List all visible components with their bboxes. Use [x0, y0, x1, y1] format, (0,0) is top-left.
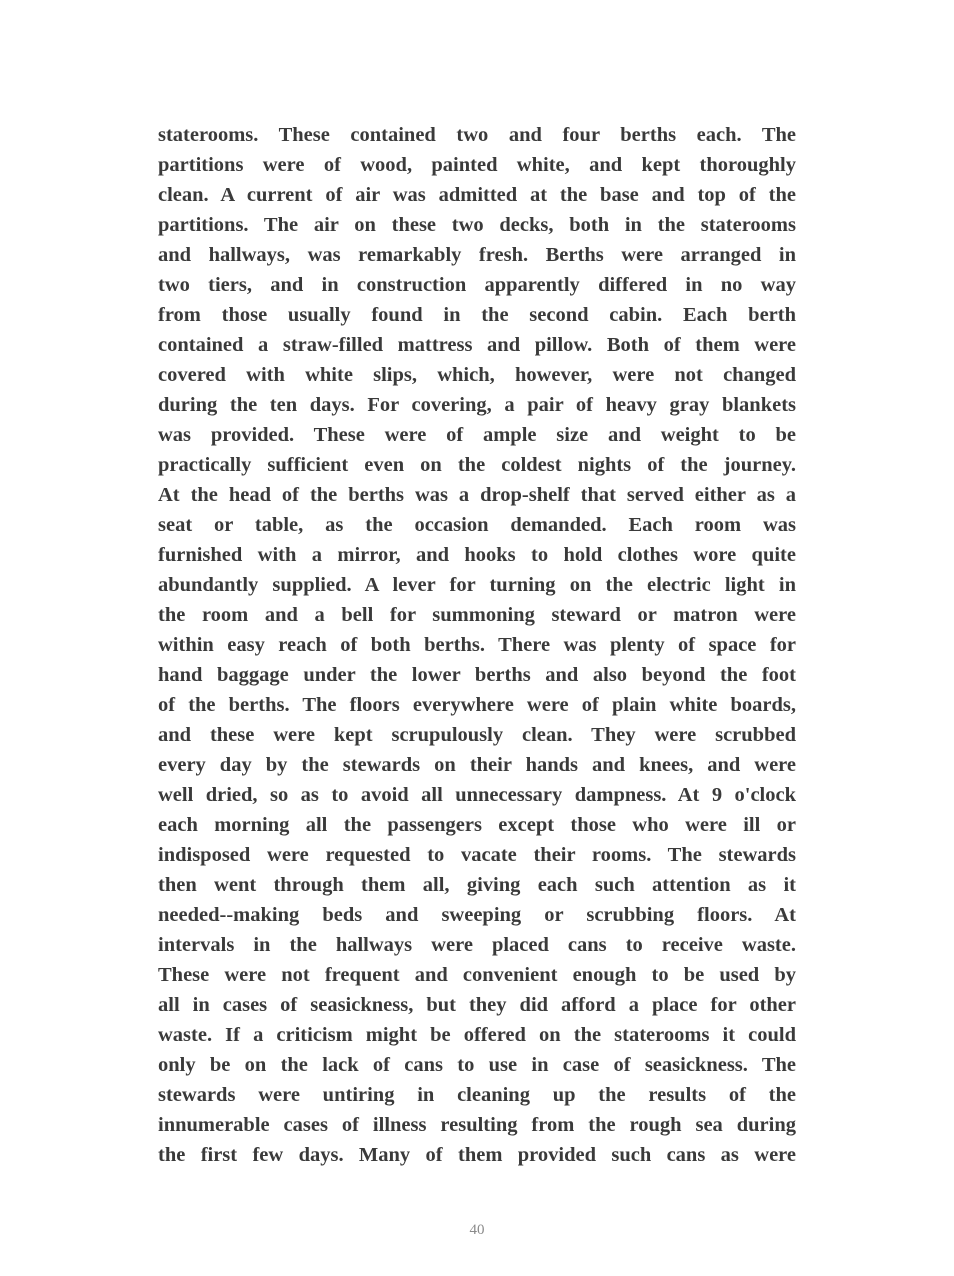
- text-line: each morning all the passengers except those who were ill or: [158, 814, 796, 836]
- text-line: of the berths. The floors everywhere were of plain white boards,: [158, 694, 796, 716]
- text-line: seat or table, as the occasion demanded. Each room was: [158, 514, 796, 536]
- text-line: all in cases of seasickness, but they did afford a place for other: [158, 994, 796, 1016]
- text-line: waste. If a criticism might be offered on the staterooms it could: [158, 1024, 796, 1046]
- text-line: two tiers, and in construction apparently differed in no way: [158, 274, 796, 296]
- text-line: then went through them all, giving each such attention as it: [158, 874, 796, 896]
- text-line: partitions. The air on these two decks, both in the staterooms: [158, 214, 796, 236]
- text-line: hand baggage under the lower berths and also beyond the foot: [158, 664, 796, 686]
- text-line: covered with white slips, which, however, were not changed: [158, 364, 796, 386]
- body-text: [158, 120, 796, 1170]
- text-line: partitions were of wood, painted white, and kept thoroughly: [158, 154, 796, 176]
- text-line: staterooms. These contained two and four berths each. The: [158, 124, 796, 146]
- text-line: innumerable cases of illness resulting from the rough sea during: [158, 1114, 796, 1136]
- text-line: practically sufficient even on the coldest nights of the journey.: [158, 454, 796, 476]
- text-line: clean. A current of air was admitted at the base and top of the: [158, 184, 796, 206]
- text-line: from those usually found in the second cabin. Each berth: [158, 304, 796, 326]
- text-line: contained a straw-filled mattress and pillow. Both of them were: [158, 334, 796, 356]
- text-line: and hallways, was remarkably fresh. Berths were arranged in: [158, 244, 796, 266]
- text-line: within easy reach of both berths. There was plenty of space for: [158, 634, 796, 656]
- text-line: every day by the stewards on their hands and knees, and were: [158, 754, 796, 776]
- text-line: These were not frequent and convenient enough to be used by: [158, 964, 796, 986]
- text-line: intervals in the hallways were placed cans to receive waste.: [158, 934, 796, 956]
- text-line: the first few days. Many of them provided such cans as were: [158, 1144, 796, 1166]
- text-line: abundantly supplied. A lever for turning on the electric light in: [158, 574, 796, 596]
- page-number: 40: [469, 1222, 485, 1238]
- text-line: stewards were untiring in cleaning up the results of the: [158, 1084, 796, 1106]
- text-line: the room and a bell for summoning steward or matron were: [158, 604, 796, 626]
- text-line: well dried, so as to avoid all unnecessary dampness. At 9 o'clock: [158, 784, 796, 806]
- text-line: and these were kept scrupulously clean. They were scrubbed: [158, 724, 796, 746]
- text-line: indisposed were requested to vacate their rooms. The stewards: [158, 844, 796, 866]
- text-line: during the ten days. For covering, a pair of heavy gray blankets: [158, 394, 796, 416]
- text-line: was provided. These were of ample size and weight to be: [158, 424, 796, 446]
- text-line: needed--making beds and sweeping or scrubbing floors. At: [158, 904, 796, 926]
- text-line: furnished with a mirror, and hooks to hold clothes wore quite: [158, 544, 796, 566]
- text-line: only be on the lack of cans to use in case of seasickness. The: [158, 1054, 796, 1076]
- text-line: At the head of the berths was a drop-shelf that served either as a: [158, 484, 796, 506]
